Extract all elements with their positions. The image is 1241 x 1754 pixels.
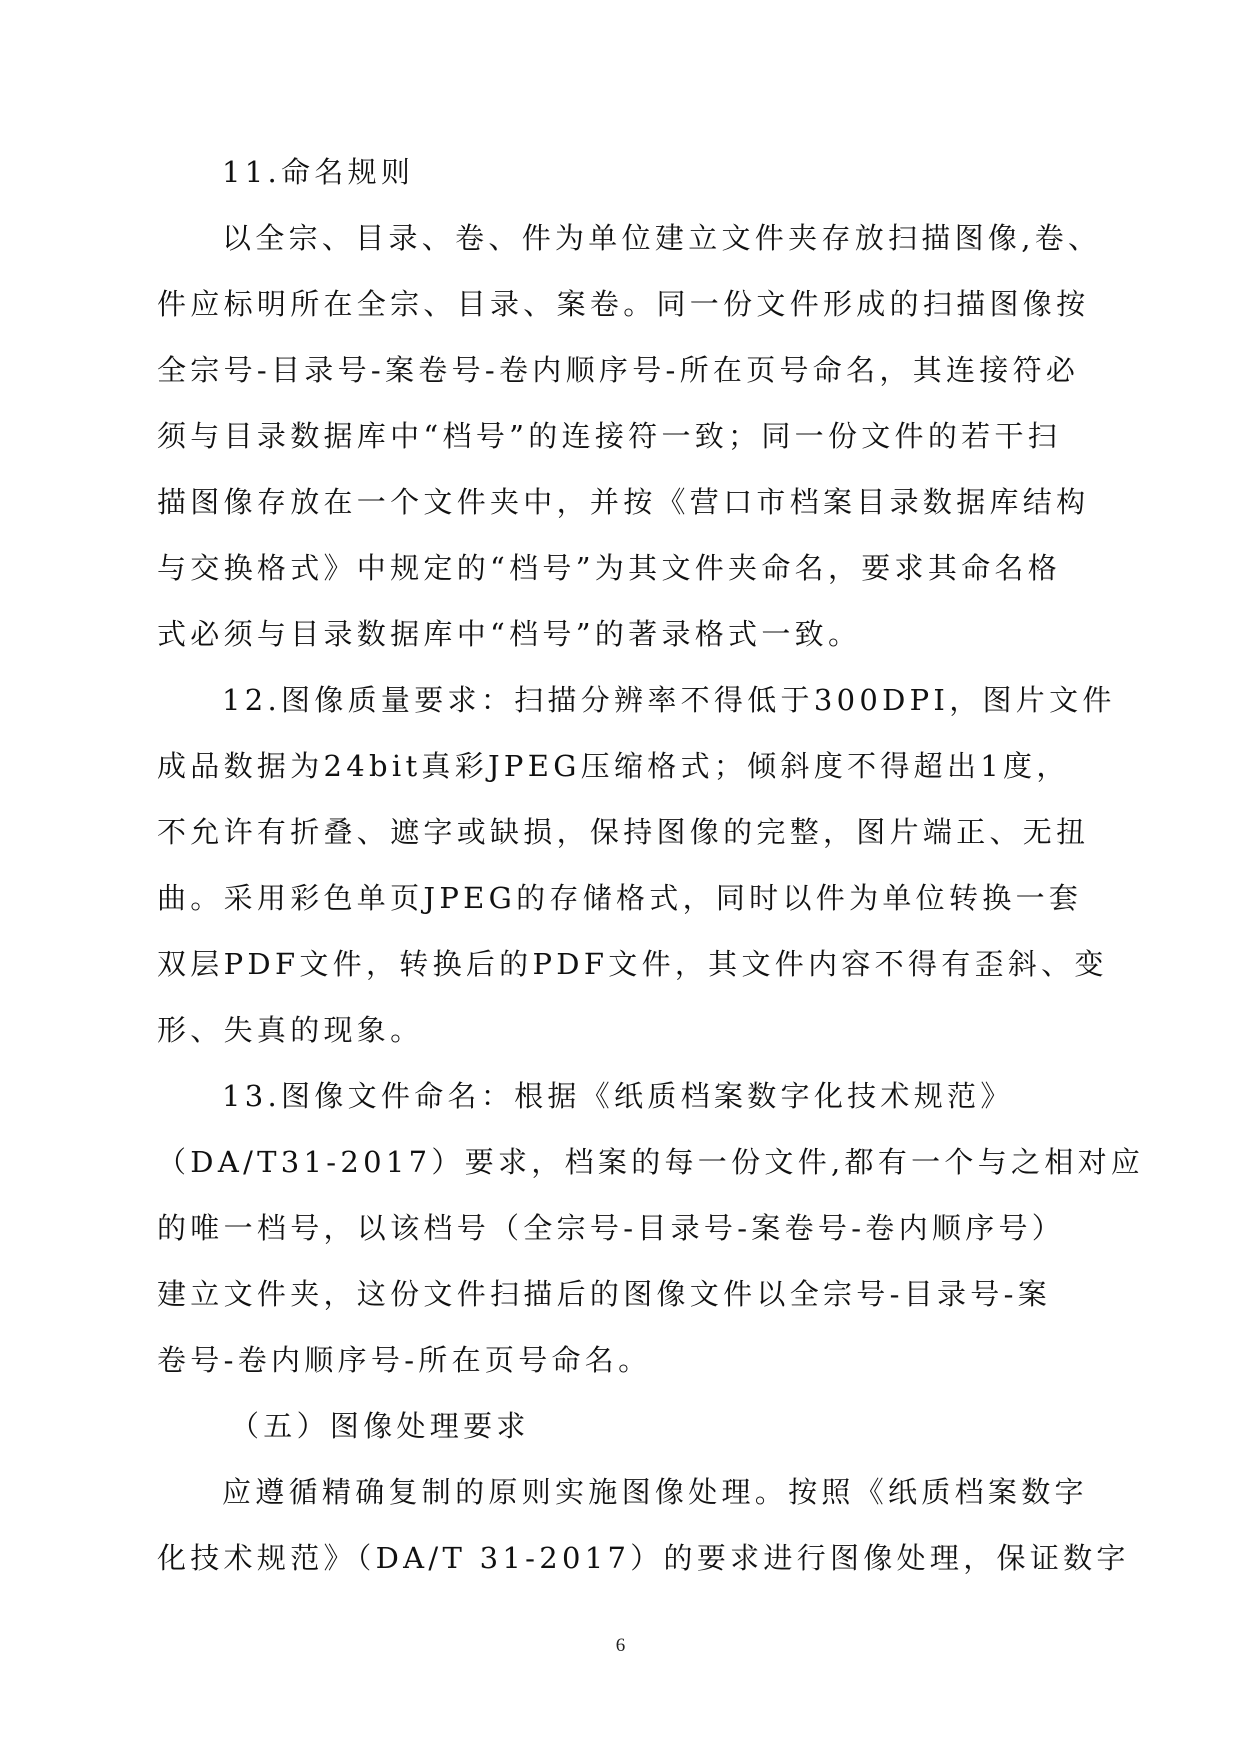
heading-naming-rules: 11.命名规则 bbox=[222, 155, 415, 189]
text-line: 化技术规范》（DA/T 31-2017）的要求进行图像处理，保证数字 bbox=[157, 1541, 1130, 1575]
heading-image-quality: 12.图像质量要求：扫描分辨率不得低于300DPI，图片文件 bbox=[222, 683, 1116, 717]
text-line: 件应标明所在全宗、目录、案卷。同一份文件形成的扫描图像按 bbox=[157, 287, 1090, 321]
text-line: 建立文件夹，这份文件扫描后的图像文件以全宗号-目录号-案 bbox=[157, 1277, 1051, 1311]
text-line: 不允许有折叠、遮字或缺损，保持图像的完整，图片端正、无扭 bbox=[157, 815, 1090, 849]
text-line: 卷号-卷内顺序号-所在页号命名。 bbox=[157, 1343, 652, 1377]
text-line: 全宗号-目录号-案卷号-卷内顺序号-所在页号命名，其连接符必 bbox=[157, 353, 1080, 387]
page-number: 6 bbox=[615, 1635, 626, 1656]
text-line: 形、失真的现象。 bbox=[157, 1013, 424, 1047]
text-line: 与交换格式》中规定的“档号”为其文件夹命名，要求其命名格 bbox=[157, 551, 1062, 585]
text-line: 成品数据为24bit真彩JPEG压缩格式；倾斜度不得超出1度， bbox=[157, 749, 1070, 783]
text-line: 曲。采用彩色单页JPEG的存储格式，同时以件为单位转换一套 bbox=[157, 881, 1083, 915]
text-line: 须与目录数据库中“档号”的连接符一致；同一份文件的若干扫 bbox=[157, 419, 1062, 453]
text-line: （DA/T31-2017）要求，档案的每一份文件,都有一个与之相对应 bbox=[157, 1145, 1145, 1179]
section-heading-image-processing: （五）图像处理要求 bbox=[230, 1409, 530, 1443]
text-line: 以全宗、目录、卷、件为单位建立文件夹存放扫描图像,卷、 bbox=[222, 221, 1102, 255]
text-line: 的唯一档号，以该档号（全宗号-目录号-案卷号-卷内顺序号） bbox=[157, 1211, 1066, 1245]
text-line: 式必须与目录数据库中“档号”的著录格式一致。 bbox=[157, 617, 862, 651]
text-line: 应遵循精确复制的原则实施图像处理。按照《纸质档案数字 bbox=[222, 1475, 1088, 1509]
text-line: 描图像存放在一个文件夹中，并按《营口市档案目录数据库结构 bbox=[157, 485, 1090, 519]
heading-image-file-naming: 13.图像文件命名：根据《纸质档案数字化技术规范》 bbox=[222, 1079, 1014, 1113]
text-line: 双层PDF文件，转换后的PDF文件，其文件内容不得有歪斜、变 bbox=[157, 947, 1108, 981]
